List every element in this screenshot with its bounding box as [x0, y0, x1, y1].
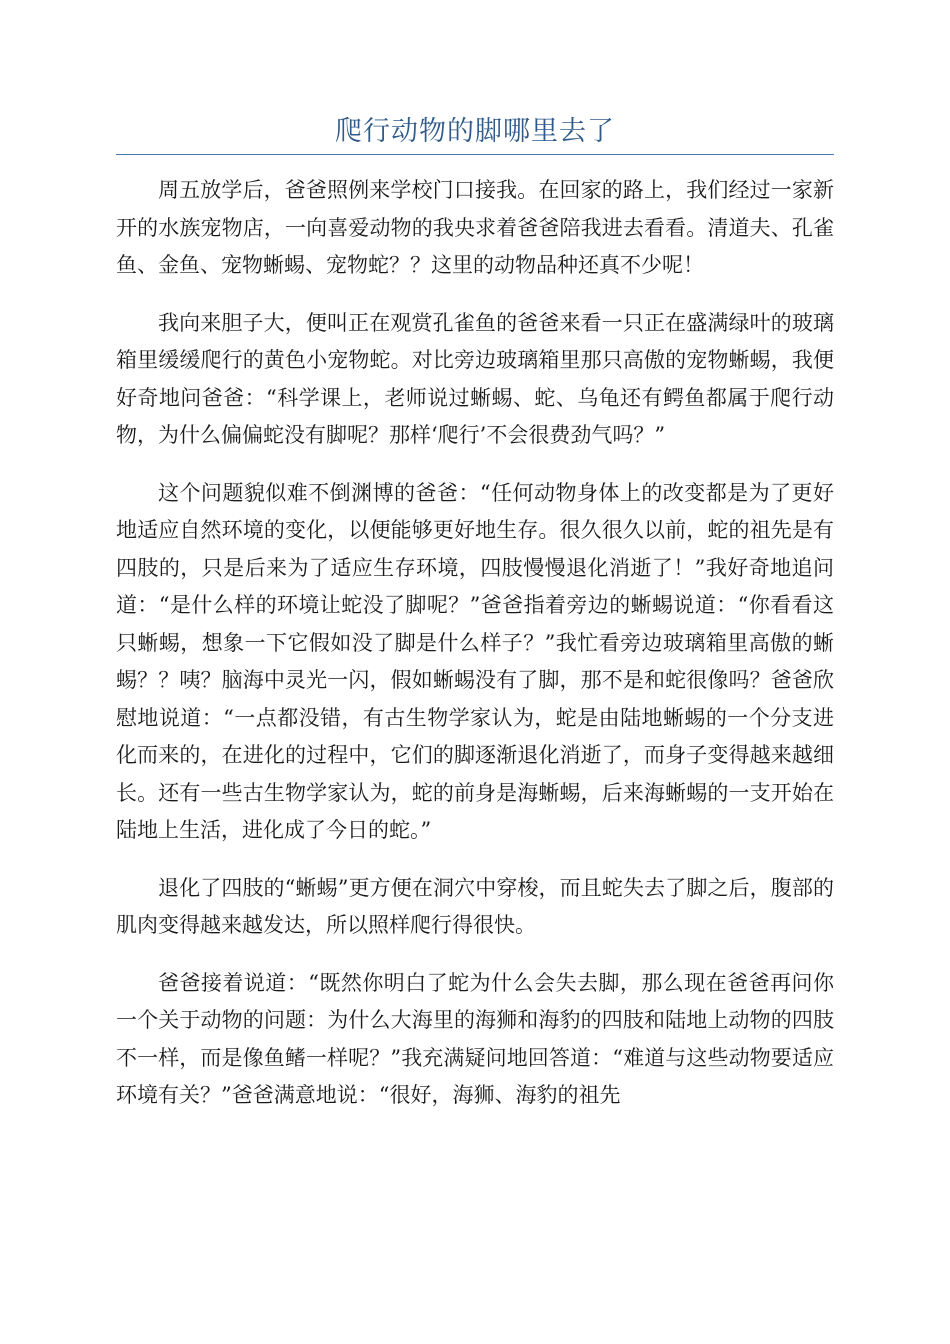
paragraph: 退化了四肢的“蜥蜴”更方便在洞穴中穿梭，而且蛇失去了脚之后，腹部的肌肉变得越来越发达，所以照样爬行得很快。 — [116, 875, 834, 937]
paragraph: 爸爸接着说道：“既然你明白了蛇为什么会失去脚，那么现在爸爸再问你一个关于动物的问题：为什么大海里的海狮和海豹的四肢和陆地上动物的四肢不一样，而是像鱼鳍一样呢？”我充满疑问地回答道：“难道与这些动物要适应环境有关？”爸爸满意地说：“很好，海狮、海豹的祖先 — [116, 970, 834, 1107]
title-underline — [116, 154, 834, 155]
article-body — [116, 172, 834, 1135]
paragraph: 这个问题貌似难不倒渊博的爸爸：“任何动物身体上的改变都是为了更好地适应自然环境的变化，以便能够更好地生存。很久很久以前，蛇的祖先是有四肢的，只是后来为了适应生存环境，四肢慢慢退化消逝了！”我好奇地追问道：“是什么样的环境让蛇没了脚呢？”爸爸指着旁边的蜥蜴说道：“你看看这只蜥蜴，想象一下它假如没了脚是什么样子？”我忙看旁边玻璃箱里高傲的蜥蜴？？咦？脑海中灵光一闪，假如蜥蜴没有了脚，那不是和蛇很像吗？爸爸欣慰地说道：“一点都没错，有古生物学家认为，蛇是由陆地蜥蜴的一个分支进化而来的，在进化的过程中，它们的脚逐渐退化消逝了，而身子变得越来越细长。还有一些古生物学家认为，蛇的前身是海蜥蜴，后来海蜥蜴的一支开始在陆地上生活，进化成了今日的蛇。” — [116, 480, 834, 842]
paragraph: 我向来胆子大，便叫正在观赏孔雀鱼的爸爸来看一只正在盛满绿叶的玻璃箱里缓缓爬行的黄色小宠物蛇。对比旁边玻璃箱里那只高傲的宠物蜥蜴，我便好奇地问爸爸：“科学课上，老师说过蜥蜴、蛇、乌龟还有鳄鱼都属于爬行动物，为什么偏偏蛇没有脚呢？那样‘爬行’不会很费劲气吗？” — [116, 310, 834, 447]
paragraph: 周五放学后，爸爸照例来学校门口接我。在回家的路上，我们经过一家新开的水族宠物店，一向喜爱动物的我央求着爸爸陪我进去看看。清道夫、孔雀鱼、金鱼、宠物蜥蜴、宠物蛇？？这里的动物品种还真不少呢！ — [116, 178, 834, 277]
page-title: 爬行动物的脚哪里去了 — [335, 116, 615, 147]
